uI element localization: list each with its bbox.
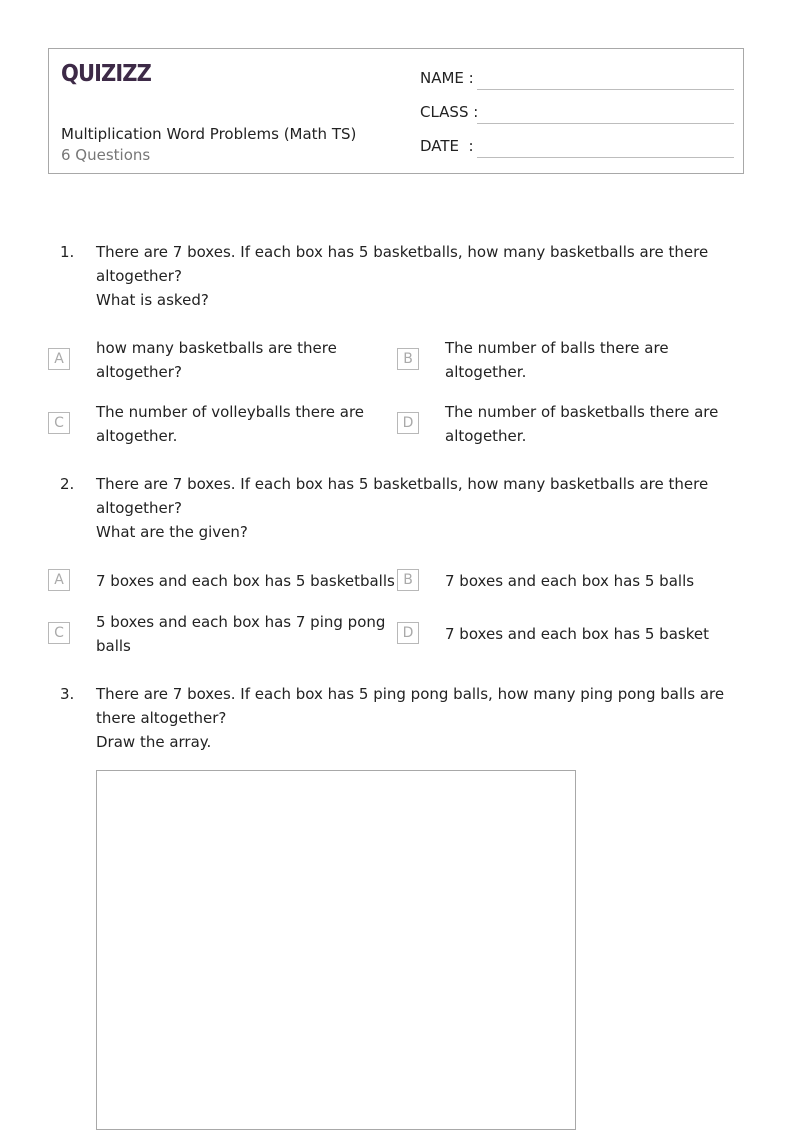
question-number: 1.: [60, 243, 75, 261]
class-field[interactable]: [420, 103, 734, 125]
worksheet-header: [48, 48, 744, 174]
option-text: 5 boxes and each box has 7 ping pong balls: [96, 613, 386, 655]
question-line: altogether?: [96, 267, 182, 285]
name-label: NAME :: [420, 69, 474, 87]
question-text: [96, 682, 736, 754]
question-line: What are the given?: [96, 523, 248, 541]
option-letter[interactable]: D: [397, 622, 419, 644]
question-number: 3.: [60, 685, 75, 703]
option-letter[interactable]: B: [397, 348, 419, 370]
date-field[interactable]: [420, 137, 734, 159]
logo-text: QUIZIZZ: [61, 61, 152, 87]
date-label: DATE :: [420, 137, 474, 155]
class-line[interactable]: [477, 123, 734, 124]
option-text: The number of basketballs there are altogether.: [445, 403, 719, 445]
option-letter[interactable]: C: [48, 622, 70, 644]
name-line[interactable]: [477, 89, 734, 90]
quizizz-logo: [61, 59, 153, 87]
option-text: 7 boxes and each box has 5 basketballs: [96, 572, 395, 590]
option-text: how many basketballs are there altogether?: [96, 339, 337, 381]
question-line: there altogether?: [96, 709, 227, 727]
question-line: There are 7 boxes. If each box has 5 basketballs, how many basketballs are there: [96, 243, 709, 261]
option-letter[interactable]: B: [397, 569, 419, 591]
name-field[interactable]: [420, 69, 734, 91]
question-count: 6 Questions: [61, 146, 151, 164]
option-letter[interactable]: A: [48, 569, 70, 591]
option-letter[interactable]: C: [48, 412, 70, 434]
drawing-area[interactable]: [96, 770, 576, 1130]
question-line: Draw the array.: [96, 733, 212, 751]
option-text: The number of volleyballs there are altogether.: [96, 403, 365, 445]
option-letter[interactable]: A: [48, 348, 70, 370]
option-letter[interactable]: D: [397, 412, 419, 434]
question-line: What is asked?: [96, 291, 209, 309]
question-text: [96, 240, 736, 312]
question-line: There are 7 boxes. If each box has 5 basketballs, how many basketballs are there: [96, 475, 709, 493]
question-line: altogether?: [96, 499, 182, 517]
option-text: 7 boxes and each box has 5 balls: [445, 572, 695, 590]
question-text: [96, 472, 736, 544]
worksheet-title: Multiplication Word Problems (Math TS): [61, 125, 357, 143]
date-line[interactable]: [477, 157, 734, 158]
question-number: 2.: [60, 475, 75, 493]
class-label: CLASS :: [420, 103, 479, 121]
option-text: The number of balls there are altogether.: [445, 339, 669, 381]
option-text: 7 boxes and each box has 5 basket: [445, 625, 709, 643]
question-line: There are 7 boxes. If each box has 5 ping pong balls, how many ping pong balls are: [96, 685, 725, 703]
